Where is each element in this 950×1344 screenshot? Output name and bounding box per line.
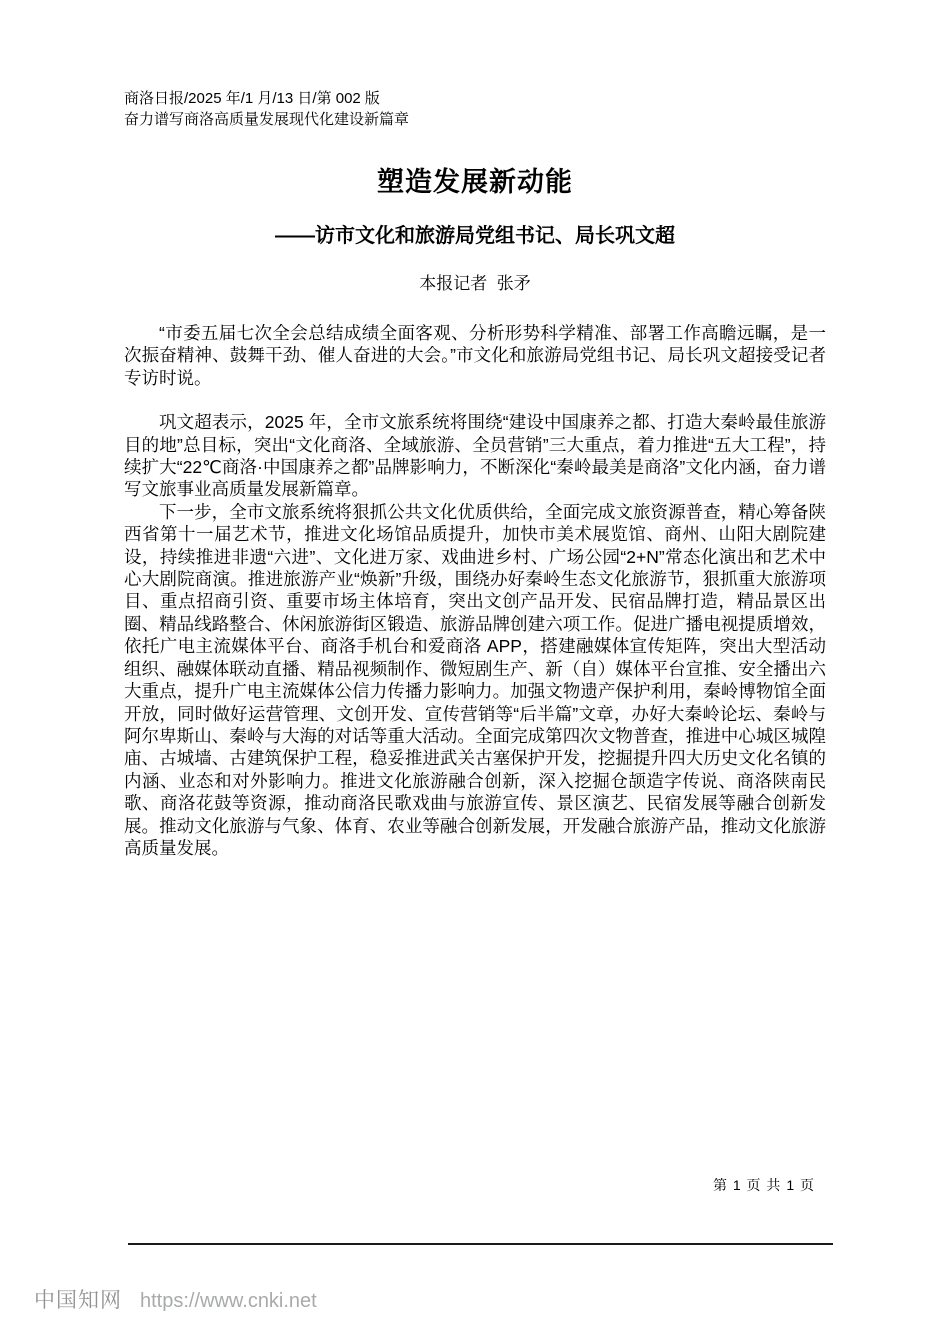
article-paragraph: 下一步，全市文旅系统将狠抓公共文化优质供给，全面完成文旅资源普查，精心筹备陕西省第十一届艺术节，推进文化场馆品质提升，加快市美术展览馆、商州、山阳大剧院建设，持续推进非遗“六进”、文化进万家、戏曲进乡村、广场公园“2+N”常态化演出和艺术中心大剧院商演。推进旅游产业“焕新”升级，围绕办好秦岭生态文化旅游节，狠抓重大旅游项目、重点招商引资、重要市场主体培育，突出文创产品开发、民宿品牌打造，精品景区出圈、精品线路整合、休闲旅游街区锻造、旅游品牌创建六项工作。促进广播电视提质增效，依托广电主流媒体平台、商洛手机台和爱商洛 APP，搭建融媒体宣传矩阵，突出大型活动组织、融媒体联动直播、精品视频制作、微短剧生产、新（自）媒体平台宣推、安全播出六大重点，提升广电主流媒体公信力传播力影响力。加强文物遗产保护利用，秦岭博物馆全面开放，同时做好运营管理、文创开发、宣传营销等“后半篇”文章，办好大秦岭论坛、秦岭与阿尔卑斯山、秦岭与大海的对话等重大活动。全面完成第四次文物普查，推进中心城区城隍庙、古城墙、古建筑保护工程，稳妥推进武关古塞保护开发，挖掘提升四大历史文化名镇的内涵、业态和对外影响力。推进文化旅游融合创新，深入挖掘仓颉造字传说、商洛陕南民歌、商洛花鼓等资源，推动商洛民歌戏曲与旅游宣传、景区演艺、民宿发展等融合创新发展。推动文化旅游与气象、体育、农业等融合创新发展，开发融合旅游产品，推动文化旅游高质量发展。 — [124, 501, 826, 858]
article-paragraph: 巩文超表示，2025 年，全市文旅系统将围绕“建设中国康养之都、打造大秦岭最佳旅游目的地”总目标，突出“文化商洛、全域旅游、全员营销”三大重点，着力推进“五大工程”，持续扩大“22℃商洛·中国康养之都”品牌影响力，不断深化“秦岭最美是商洛”文化内涵，奋力谱写文旅事业高质量发展新篇章。 — [124, 412, 826, 500]
article-byline: 本报记者 张矛 — [419, 274, 531, 293]
cnki-url-text: https://www.cnki.net — [140, 1290, 317, 1312]
article-paragraph: “市委五届七次全会总结成绩全面客观、分析形势科学精准、部署工作高瞻远瞩，是一次振奋精神、鼓舞干劲、催人奋进的大会。”市文化和旅游局党组书记、局长巩文超接受记者专访时说。 — [124, 323, 826, 388]
footer-divider-line — [128, 1243, 833, 1245]
article-subtitle: ——访市文化和旅游局党组书记、局长巩文超 — [275, 225, 675, 247]
page-number-indicator: 第 1 页 共 1 页 — [712, 1177, 815, 1193]
header-source-line: 商洛日报/2025 年/1 月/13 日/第 002 版 — [124, 90, 380, 107]
article-title: 塑造发展新动能 — [377, 167, 573, 197]
article-body — [124, 322, 826, 859]
document-header — [124, 88, 826, 130]
header-column-line: 奋力谱写商洛高质量发展现代化建设新篇章 — [124, 111, 410, 128]
cnki-brand-text: 中国知网 — [34, 1289, 122, 1312]
cnki-watermark — [34, 1284, 317, 1314]
